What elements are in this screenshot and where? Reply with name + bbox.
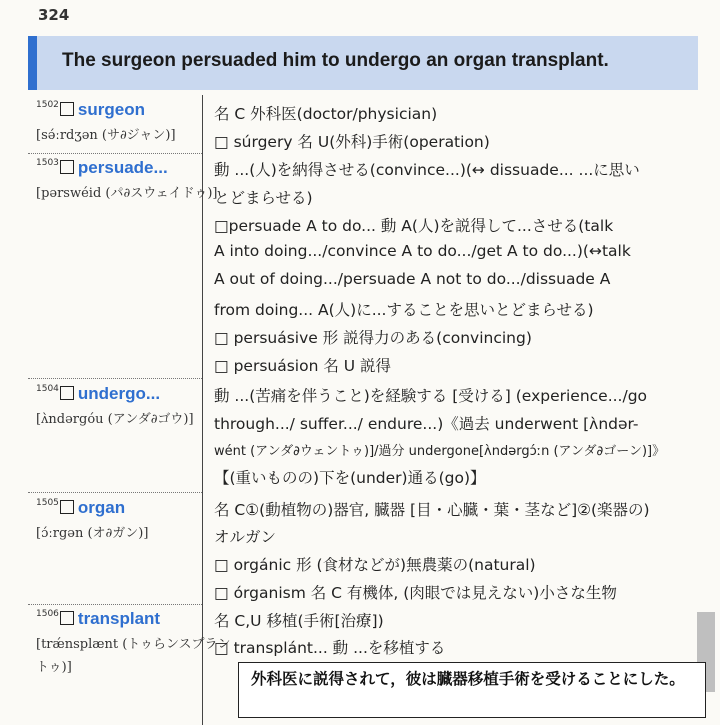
entry-number: 1505 bbox=[36, 498, 59, 508]
headword: transplant bbox=[77, 609, 161, 628]
entry-number: 1506 bbox=[36, 609, 59, 619]
definition-line: 【(重いものの)下を(under)通る(go)】 bbox=[214, 469, 486, 487]
checkbox[interactable] bbox=[60, 102, 74, 116]
pronunciation: [ʌ̀ndərgóu (アンダ∂ゴウ)] bbox=[36, 412, 194, 427]
headword: organ bbox=[77, 498, 126, 517]
headword: persuade... bbox=[77, 158, 168, 177]
definition-line: 名 C 外科医(doctor/physician) bbox=[214, 105, 438, 123]
definition-line: 動 ...(苦痛を伴うこと)を経験する [受ける] (experience.../go bbox=[214, 387, 648, 405]
headword: surgeon bbox=[77, 100, 145, 119]
translation-text: 外科医に説得されて，彼は臓器移植手術を受けることにした。 bbox=[251, 670, 685, 688]
definition-line: □persuade A to do... 動 A(人)を説得して...させる(talk bbox=[214, 217, 614, 235]
definition-line: 動 ...(人)を納得させる(convince...)(↔ dissuade... ...に思い bbox=[214, 161, 640, 179]
definition-line: through.../ suffer.../ endure...)《過去 underwent [ʌ̀ndər- bbox=[214, 415, 639, 433]
translation-box bbox=[238, 662, 706, 718]
definition-line: A into doing.../convince A to do.../get A to do...)(↔talk bbox=[214, 242, 631, 260]
checkbox[interactable] bbox=[60, 611, 74, 625]
entry-organ bbox=[36, 498, 148, 541]
divider bbox=[28, 492, 202, 493]
definition-line: 名 C①(動植物の)器官, 臓器 [目・心臓・葉・茎など]②(楽器の) bbox=[214, 501, 650, 519]
divider bbox=[28, 604, 202, 605]
pronunciation: [sə́ːrdʒən (サ∂ジャン)] bbox=[36, 128, 176, 143]
definition-line: □ súrgery 名 U(外科)手術(operation) bbox=[214, 133, 490, 151]
definition-line: □ orgánic 形 (食材などが)無農薬の(natural) bbox=[214, 556, 536, 574]
entry-undergo bbox=[36, 384, 194, 427]
definition-line: □ persuásion 名 U 説得 bbox=[214, 357, 392, 375]
definition-line: □ órganism 名 C 有機体, (肉眼では見えない)小さな生物 bbox=[214, 584, 617, 602]
definition-line: □ persuásive 形 説得力のある(convincing) bbox=[214, 329, 532, 347]
entry-surgeon bbox=[36, 100, 176, 143]
definition-line: 名 C,U 移植(手術[治療]) bbox=[214, 612, 384, 630]
headword: undergo... bbox=[77, 384, 161, 403]
definition-line: □ transplánt... 動 ...を移植する bbox=[214, 639, 446, 657]
checkbox[interactable] bbox=[60, 160, 74, 174]
divider bbox=[28, 378, 202, 379]
entry-transplant bbox=[36, 609, 231, 675]
pronunciation: [pərswéid (パ∂スウェイドゥ)] bbox=[36, 186, 218, 201]
divider bbox=[28, 153, 202, 154]
entry-number: 1503 bbox=[36, 158, 59, 168]
example-sentence: The surgeon persuaded him to undergo an organ transplant. bbox=[62, 50, 609, 71]
definition-line: とどまらせる) bbox=[214, 189, 313, 207]
entry-persuade bbox=[36, 158, 218, 201]
sentence-banner bbox=[28, 36, 698, 90]
definition-line: オルガン bbox=[214, 528, 277, 546]
definition-line: from doing... A(人)に...することを思いとどまらせる) bbox=[214, 301, 594, 319]
pronunciation: [trǽnsplænt (トゥらンスプラン bbox=[36, 637, 231, 652]
entry-number: 1502 bbox=[36, 100, 59, 110]
checkbox[interactable] bbox=[60, 500, 74, 514]
checkbox[interactable] bbox=[60, 386, 74, 400]
pronunciation-cont: トゥ)] bbox=[36, 660, 72, 675]
definition-line: A out of doing.../persuade A not to do.../dissuade A bbox=[214, 270, 611, 288]
definition-line: wént (アンダ∂ウェントゥ)]/過分 undergone[ʌ̀ndərgɔ́ːn (アンダ∂ゴーン)]》 bbox=[214, 444, 666, 459]
pronunciation: [ɔ́ːrgən (オ∂ガン)] bbox=[36, 526, 149, 541]
page-number: 324 bbox=[38, 6, 70, 24]
entry-number: 1504 bbox=[36, 384, 59, 394]
banner-accent-bar bbox=[28, 36, 37, 90]
